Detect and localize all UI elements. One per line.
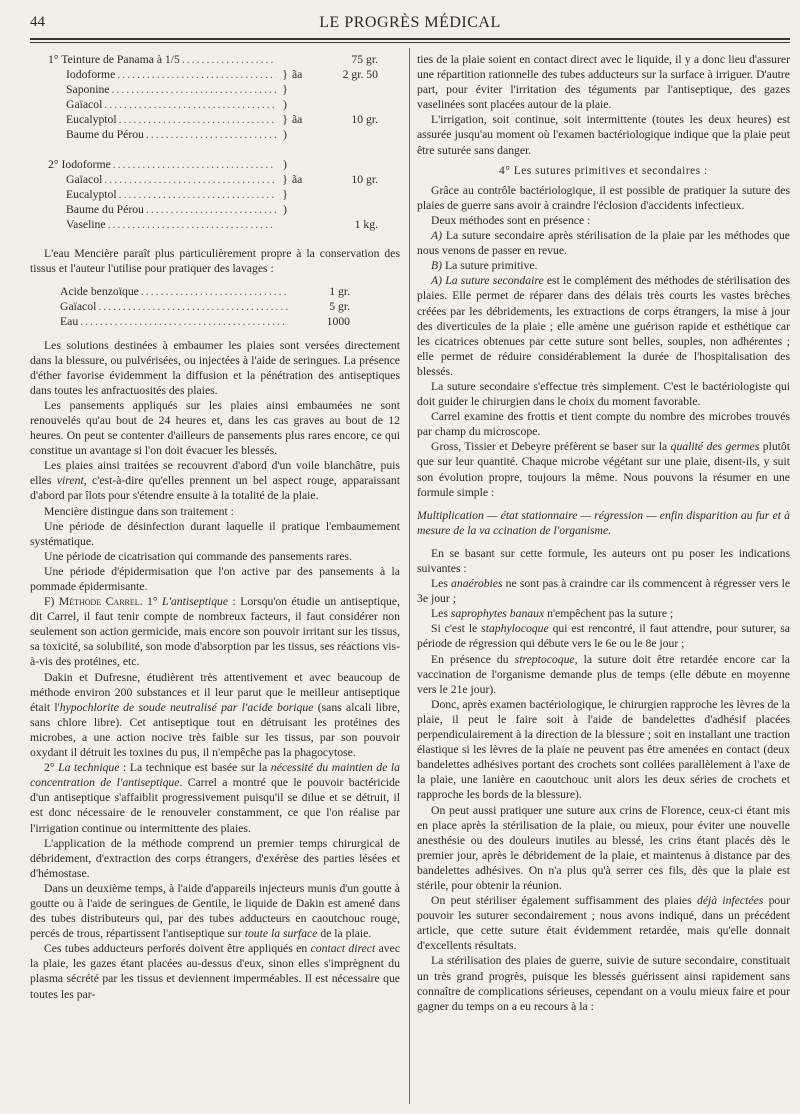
section-heading: 4° Les sutures primitives et secondaires : bbox=[499, 164, 708, 177]
recipe-line: 2° Iodoforme ..... ) bbox=[48, 157, 378, 172]
paragraph: ties de la plaie soient en contact direct avec le liquide, il y a donc lieu d'assurer une répartition rationnelle des tubes adducteurs sur la surface à irriguer. D'autre part, pour éviter l'irritation des téguments par l'antiseptique, des gazes vaselinées sont placées autour de la plaie. bbox=[417, 53, 790, 112]
recipe-line: Baume du Pérou ..... ) bbox=[48, 202, 378, 217]
recipe-line: Baume du Pérou ..... ) bbox=[48, 127, 378, 142]
paragraph: Les pansements appliqués sur les plaies ainsi embaumées ne sont renouvelés qu'au bout de 24 heures et, dans les cas graves au bout de 12 heures. On peut se contenter d'ailleurs de pansements plus rares encore, ce qui constitue un avantage si l'on doit évacuer les blessés. bbox=[30, 398, 400, 458]
paragraph: Grâce au contrôle bactériologique, il est possible de pratiquer la suture des plaies de guerre sans avoir à craindre l'éclosion d'accidents infectieux. bbox=[417, 183, 790, 212]
ingredient: Baume du Pérou bbox=[66, 128, 144, 142]
ingredient: Teinture de Panama à 1/5 bbox=[61, 53, 180, 66]
paragraph: En se basant sur cette formule, les auteurs ont pu poser les indications suivantes : bbox=[417, 546, 790, 575]
paragraph: Mencière distingue dans son traitement : bbox=[44, 504, 234, 518]
recipe-line bbox=[48, 52, 378, 67]
paragraph: Une période de désinfection durant laquelle il pratique l'embaumement systématique. bbox=[30, 519, 400, 548]
recipe-line bbox=[48, 217, 378, 232]
recipe-2 bbox=[30, 157, 378, 232]
paragraph: Les solutions destinées à embaumer les plaies sont versées directement dans la blessure, ou pulvérisées, ou injectées à l'aide de seringues. La présence d'éther favorise évidemment la diffusion et la pénétration des antiseptiques dans toutes les anfractuosités des plaies. bbox=[30, 338, 400, 397]
quantity: 1 kg. bbox=[354, 217, 378, 231]
paragraph: Dakin et Dufresne, étudièrent très attentivement et avec beaucoup de méthode environ 200 substances et il leur parut que le meilleur antiseptique était l'hypochlorite de soude neutralisé par l'acide borique (sans alcali libre, sans chlore libre). Cet antiseptique tout en détruisant les protéines des microbes, a une action nocive très faible sur les tissus, par son pouvoir oxydant il détruit les toxines du pus, il n'empêche pas la phagocytose. bbox=[30, 670, 400, 760]
paragraph: 2° La technique : La technique est basée sur la nécessité du maintien de la concentration de l'antiseptique. Carrel a montré que le pouvoir bactéricide d'un antiseptique s'affaiblit progressivement puisqu'il se dilue et se détruit, il est donc nécessaire de le renouveler constamment, ce que l'on réalise par l'irrigation continue ou intermittente des plaies. bbox=[30, 761, 400, 835]
recipe-line: Eucalyptol ..... } ãa 10 gr. bbox=[48, 112, 378, 127]
paragraph: Donc, après examen bactériologique, le chirurgien rapproche les lèvres de la plaie, il peut le faire soit à l'aide de bandelettes d'adhésif placées perpendiculairement à la direction de la blessure ; soit en installant une traction élastique si les lèvres de la plaie ne peuvent pas être amenées en contact (deux bandelettes adhésives portant des crochets sont collées parallèlement à l'axe de la plaie, une lanière en caoutchouc unit alors les deux séries de crochets et rapproche les bords de la blessure). bbox=[417, 697, 790, 802]
recipe-number: 2° bbox=[48, 157, 59, 171]
recipe-line bbox=[60, 314, 350, 329]
ingredient: Eucalyptol bbox=[66, 113, 117, 127]
recipe-1 bbox=[30, 52, 378, 143]
recipe-line: Iodoforme ..... } ãa 2 gr. 50 bbox=[48, 67, 378, 82]
ingredient: Vaseline bbox=[66, 217, 106, 231]
header-rule-thin bbox=[30, 42, 790, 43]
recipe-3 bbox=[30, 284, 350, 329]
paragraph: Dans un deuxième temps, à l'aide d'appareils injecteurs munis d'un goutte à goutte ou à l'aide de seringues de Gentile, le liquide de Dakin est amené dans des tubes distributeurs qui, par des tubes adducteurs en caoutchouc rouge, percés de trous, répartissent l'antiseptique sur toute la surface de la plaie. bbox=[30, 881, 400, 941]
ingredient: Iodoforme bbox=[66, 68, 116, 82]
paragraph: Ces tubes adducteurs perforés doivent être appliqués en contact direct avec la plaie, les gazes étant placées au-dessus d'eux, sinon elles s'imprègnent du plasma sécrété par les tissus et deviennent imperméables. Il est nécessaire que toutes les par- bbox=[30, 942, 401, 1001]
column-divider bbox=[409, 48, 410, 1104]
paragraph: Les saprophytes banaux n'empêchent pas la suture ; bbox=[431, 607, 674, 621]
quantity: 10 gr. bbox=[351, 172, 378, 186]
recipe-line bbox=[60, 284, 350, 299]
section-label: F) Méthode Carrel. bbox=[44, 595, 143, 609]
left-column bbox=[30, 52, 400, 1002]
ingredient: Saponine bbox=[66, 83, 110, 97]
ingredient: Eau bbox=[60, 315, 79, 329]
paragraph: Si c'est le staphylocoque qui est rencontré, il faut attendre, pour suturer, sa période de régression qui débute vers le 6e ou le 8e jour ; bbox=[417, 622, 790, 651]
paragraph: La stérilisation des plaies de guerre, suivie de suture secondaire, constituait un très grand progrès, puisque les blessés guérissent ainsi rapidement sans connaître de complications sérieuses, cependant on a voulu mieux faire et pour gagner du temps on a eu recours à la : bbox=[417, 954, 790, 1013]
quantity: 2 gr. 50 bbox=[342, 68, 378, 82]
paragraph: A) La suture secondaire après stérilisation de la plaie par les méthodes que nous venons de passer en revue. bbox=[417, 229, 790, 258]
ingredient: Gaïacol bbox=[66, 172, 103, 186]
recipe-number: 1° bbox=[48, 53, 59, 66]
paragraph: Carrel examine des frottis et tient compte du nombre des microbes trouvés par champ du microscope. bbox=[417, 410, 790, 439]
paragraph: On peut stériliser également suffisamment des plaies déjà infectées pour pouvoir les suturer secondairement ; nous avons indiqué, dans un précédent article, que cette suture était évidemment retardée, mais qu'elle donnait d'excellents résultats. bbox=[417, 894, 790, 953]
ingredient: Gaïacol bbox=[60, 300, 97, 314]
quantity: 5 gr. bbox=[329, 300, 350, 314]
paragraph: F) Méthode Carrel. 1° L'antiseptique : Lorsqu'on étudie un antiseptique, dit Carrel, il faut tenir compte de nombreux facteurs, il faut considérer non seulement son action germicide, mais encore son pouvoir irritant sur les tissus, sa toxicité, sa solubilité, son mode d'absorption par les tissus, ses réactions vis-à-vis des protéines, etc. bbox=[30, 595, 401, 669]
ingredient: Gaïacol bbox=[66, 98, 103, 112]
paragraph: Une période d'épidermisation que l'on active par des pansements à la pommade épidermisante. bbox=[30, 564, 400, 593]
ingredient: Acide benzoïque bbox=[60, 285, 139, 299]
paragraph: L'application de la méthode comprend un premier temps chirurgical de débridement, d'extraction des corps étrangers, d'exérèse des parties lésées et d'hémostase. bbox=[30, 836, 400, 880]
paragraph: On peut aussi pratiquer une suture aux crins de Florence, ceux-ci étant mis en place après la stérilisation de la plaie, ou mieux, pour éviter une nouvelle anesthésie ou des douleurs inutiles au blessé, les crins étant placés dès le premier jour, après le débridement de la plaie, et maintenus à distance par des bandelettes adhésives. On n'a plus qu'à serrer ces fils, dès que la plaie est stérile, pour obtenir la réunion. bbox=[417, 803, 790, 892]
quantity: 10 gr. bbox=[351, 113, 378, 127]
paragraph: L'irrigation, soit continue, soit intermittente (toutes les deux heures) est assurée jusqu'au moment où l'examen bactériologique indique que la plaie peut être suturée sans danger. bbox=[417, 113, 790, 157]
journal-title: LE PROGRÈS MÉDICAL bbox=[319, 14, 501, 31]
quantity: 75 gr. bbox=[351, 53, 378, 66]
quantity: 1000 bbox=[326, 315, 350, 329]
ingredient: Iodoforme bbox=[61, 157, 111, 171]
quantity: 1 gr. bbox=[329, 285, 350, 299]
formula: Multiplication — état stationnaire — régression — enfin disparition au fur et à mesure de la va ccination de l'organisme. bbox=[417, 508, 790, 537]
paragraph: A) La suture secondaire est le complément des méthodes de stérilisation des plaies. Elle permet de réparer dans des délais très courts les vastes brèches créées par les débridements, les extractions de corps étrangers, la mise à jour des diverticules de la plaie ; elle amène une guérison rapide et esthétique car les cicatrices obtenues par cette suture sont belles, souples, non adhérentes ; elle permet de réduire considérablement la durée de l'hospitalisation des blessés. bbox=[417, 274, 790, 378]
recipe-line: Gaïacol ..... ) bbox=[48, 97, 378, 112]
paragraph: Une période de cicatrisation qui commande des pansements rares. bbox=[44, 549, 352, 563]
page-number: 44 bbox=[30, 14, 45, 30]
recipe-line bbox=[60, 299, 350, 314]
paragraph: L'eau Mencière paraît plus particulièrement propre à la conservation des tissus et l'auteur l'utilise pour pratiquer des lavages : bbox=[30, 247, 400, 276]
header-rule bbox=[30, 38, 790, 40]
paragraph: B) La suture primitive. bbox=[431, 259, 538, 273]
right-column bbox=[417, 52, 790, 1014]
ingredient: Baume du Pérou bbox=[66, 202, 144, 216]
paragraph: Deux méthodes sont en présence : bbox=[431, 213, 591, 227]
ingredient: Eucalyptol bbox=[66, 187, 117, 201]
paragraph: Gross, Tissier et Debeyre préfèrent se baser sur la qualité des germes plutôt que sur leur quantité. Chaque microbe végétant sur une plaie, disent-ils, y suit son évolution propre, toujours la même. Nous pouvons la résumer en une formule simple : bbox=[417, 440, 791, 499]
paragraph: Les anaérobies ne sont pas à craindre car ils commencent à régresser vers le 3e jour ; bbox=[417, 577, 791, 606]
paragraph: En présence du streptocoque, la suture doit être retardée encore car la vaccination de l'organisme demande plus de temps (elle débute en moyenne vers le 21e jour). bbox=[417, 652, 790, 696]
recipe-line: Gaïacol ..... } ãa 10 gr. bbox=[48, 172, 378, 187]
page-header bbox=[30, 14, 790, 36]
paragraph: La suture secondaire s'effectue très simplement. C'est le bactériologiste qui doit guider le chirurgien dans le choix du moment favorable. bbox=[417, 379, 790, 409]
recipe-line: Eucalyptol ..... } bbox=[48, 187, 378, 202]
recipe-line: Saponine ..... } bbox=[48, 82, 378, 97]
paragraph: Les plaies ainsi traitées se recouvrent d'abord d'un voile blanchâtre, puis elles virent, c'est-à-dire qu'elles prennent un bel aspect rouge, apparaissant d'abord par îlots pour s'étendre ensuite à la totalité de la plaie. bbox=[30, 459, 401, 503]
